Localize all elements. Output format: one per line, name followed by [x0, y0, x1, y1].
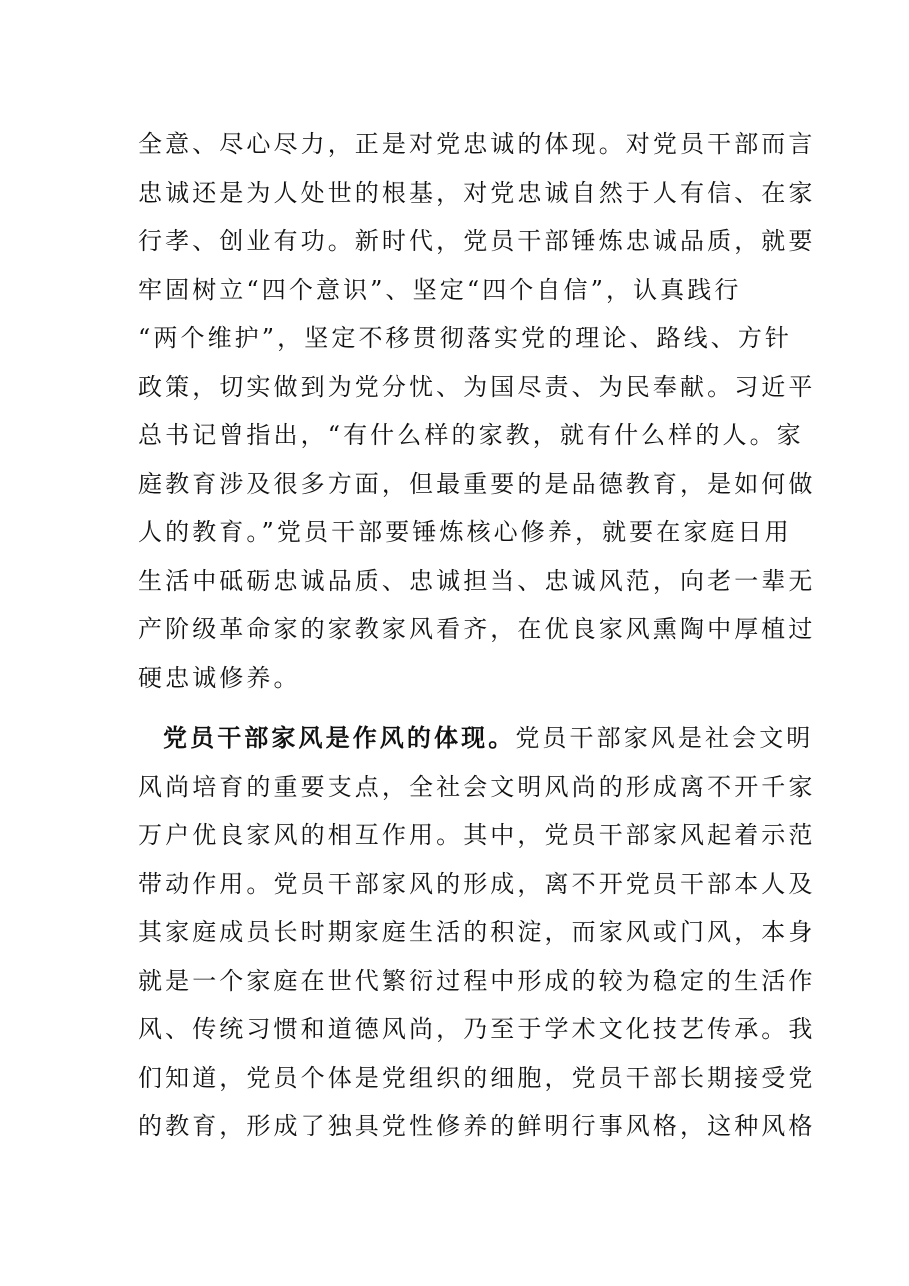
- text-line: 人的教育。”党员干部要锤炼核心修养，就要在家庭日用: [138, 518, 792, 546]
- body-text: [138, 120, 816, 1151]
- paragraph-2: [138, 714, 816, 1151]
- first-line-text: 党员干部家风是社会文明: [515, 724, 814, 752]
- text-line-first: [138, 714, 814, 763]
- text-line: 产阶级革命家的家教家风看齐，在优良家风熏陶中厚植过: [138, 615, 816, 643]
- text-line: 就是一个家庭在世代繁衍过程中形成的较为稳定的生活作: [138, 966, 816, 995]
- paragraph-gap: [138, 702, 778, 714]
- text-line: 风尚培育的重要支点，全社会文明风尚的形成离不开千家: [138, 772, 816, 801]
- paragraph-lead-heading: 党员干部家风是作风的体现。: [163, 723, 516, 752]
- text-line: 庭教育涉及很多方面，但最重要的是品德教育，是如何做: [138, 469, 816, 498]
- text-line: 硬忠诚修养。: [138, 663, 301, 692]
- text-line: “两个维护”，坚定不移贯彻落实党的理论、路线、方针: [138, 324, 793, 352]
- text-line: 全意、尽心尽力，正是对党忠诚的体现。对党员干部而言: [138, 130, 816, 158]
- text-line: 行孝、创业有功。新时代，党员干部锤炼忠诚品质，就要: [138, 227, 816, 255]
- text-line: 们知道，党员个体是党组织的细胞，党员干部长期接受党: [138, 1063, 816, 1092]
- paragraph-1: [138, 120, 816, 702]
- text-line: 忠诚还是为人处世的根基，对党忠诚自然于人有信、在家: [138, 178, 816, 207]
- text-line: 政策，切实做到为党分忧、为国尽责、为民奉献。习近平: [138, 372, 816, 401]
- text-line: 的教育，形成了独具党性修养的鲜明行事风格，这种风格: [138, 1112, 816, 1140]
- text-line: 生活中砥砺忠诚品质、忠诚担当、忠诚风范，向老一辈无: [138, 566, 816, 595]
- text-line: 牢固树立“四个意识”、坚定“四个自信”，认真践行: [138, 275, 742, 304]
- text-line: 带动作用。党员干部家风的形成，离不开党员干部本人及: [138, 869, 816, 898]
- text-line: 万户优良家风的相互作用。其中，党员干部家风起着示范: [138, 821, 816, 849]
- text-line: 总书记曾指出，“有什么样的家教，就有什么样的人。家: [138, 421, 804, 449]
- text-line: 其家庭成员长时期家庭生活的积淀，而家风或门风，本身: [138, 918, 816, 946]
- text-line: 风、传统习惯和道德风尚，乃至于学术文化技艺传承。我: [138, 1015, 816, 1043]
